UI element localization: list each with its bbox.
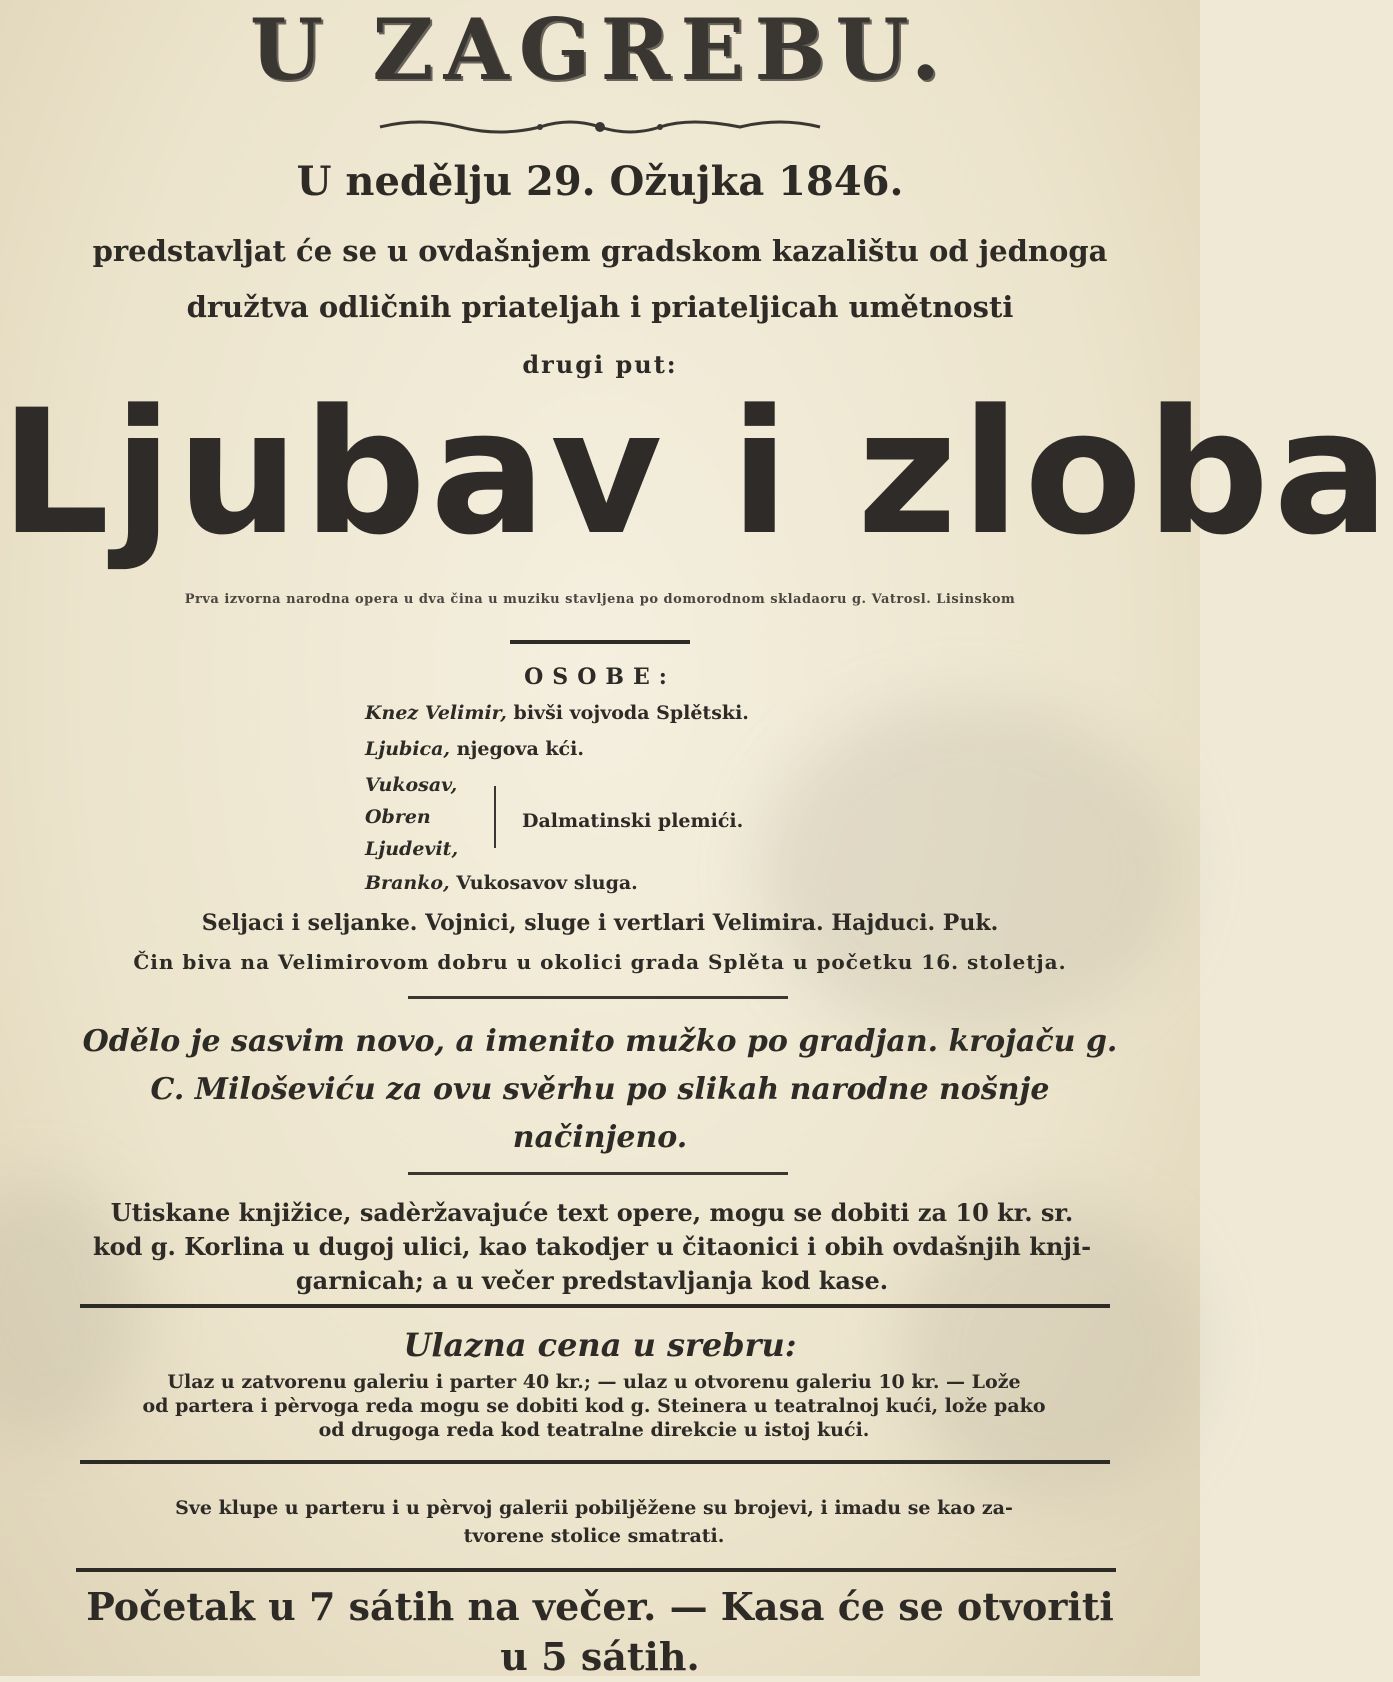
booklet-line-2: kod g. Korlina u dugoj ulici, kao takodjer u čitaonici i obih ovdašnjih knji- bbox=[92, 1232, 1092, 1261]
prices-line-1: Ulaz u zatvorenu galeriu i parter 40 kr.; — ulaz u otvorenu galeriu 10 kr. — Lože bbox=[167, 1371, 1021, 1393]
booklet-line-1: Utiskane knjižice, sadèržavajuće text opere, mogu se dobiti za 10 kr. sr. bbox=[110, 1198, 1074, 1227]
cast-role: Vukosavov sluga. bbox=[456, 872, 638, 894]
cast-role: bivši vojvoda Splětski. bbox=[513, 702, 749, 724]
paper-stain bbox=[760, 700, 1180, 1040]
cast-name: Obren bbox=[365, 806, 431, 828]
intro-line-2: družtva odličnih priateljah i priateljicah umětnosti bbox=[186, 290, 1014, 324]
divider bbox=[408, 996, 788, 999]
cast-name: Vukosav, bbox=[365, 774, 458, 796]
seating-note-line-1: Sve klupe u parteru i u pèrvoj galerii pobiljěžene su brojevi, i imadu se kao za- bbox=[175, 1497, 1013, 1519]
cast-name: Branko, bbox=[365, 872, 450, 894]
cast-row bbox=[365, 838, 458, 860]
divider bbox=[76, 1568, 1116, 1572]
booklet-line-3: garnicah; a u večer predstavljanja kod kase. bbox=[295, 1266, 889, 1295]
start-time-line-2: u 5 sátih. bbox=[500, 1634, 700, 1679]
cast-row bbox=[365, 774, 457, 796]
chorus-list: Seljaci i seljanke. Vojnici, sluge i vertlari Velimira. Hajduci. Puk. bbox=[201, 910, 999, 936]
cast-name: Ljubica, bbox=[365, 738, 451, 760]
cast-group-label: Dalmatinski plemići. bbox=[522, 810, 744, 832]
cast-name: Knez Velimir, bbox=[365, 702, 507, 724]
intro-line-1: predstavljat će se u ovdašnjem gradskom kazalištu od jednoga bbox=[92, 234, 1108, 268]
cast-row bbox=[365, 738, 584, 760]
prices-heading: Ulazna cena u srebru: bbox=[403, 1326, 797, 1364]
cast-role: njegova kći. bbox=[456, 738, 584, 760]
persons-heading: OSOBE: bbox=[524, 664, 676, 690]
cast-row bbox=[365, 872, 638, 894]
cast-name: Ljudevit, bbox=[365, 838, 459, 860]
divider bbox=[408, 1172, 788, 1175]
prices-line-3: od drugoga reda kod teatralne direkcie u istoj kući. bbox=[318, 1419, 870, 1441]
divider bbox=[80, 1304, 1110, 1308]
start-time-line-1: Početak u 7 sátih na večer. — Kasa će se otvoriti bbox=[86, 1584, 1114, 1629]
brace bbox=[494, 786, 506, 848]
seating-note-line-2: tvorene stolice smatrati. bbox=[463, 1525, 725, 1547]
ornament-divider bbox=[0, 112, 1200, 142]
second-performance-label: drugi put: bbox=[522, 350, 678, 379]
city-heading: U ZAGREBU. bbox=[249, 0, 951, 99]
divider bbox=[510, 640, 690, 644]
cast-row bbox=[365, 806, 431, 828]
cast-row bbox=[365, 702, 749, 724]
prices-line-2: od partera i pèrvoga reda mogu se dobiti kod g. Steinera u teatralnoj kući, lože pako bbox=[142, 1395, 1046, 1417]
opera-subtitle: Prva izvorna narodna opera u dva čina u muziku stavljena po domorodnom skladaoru g. Vatrosl. Lisinskom bbox=[184, 592, 1016, 607]
opera-title: Ljubav i zloba bbox=[0, 372, 1393, 573]
divider bbox=[80, 1460, 1110, 1464]
costume-note: Odělo je sasvim novo, a imenito mužko po gradjan. krojaču g. C. Miloševiću za ovu svěrhu po slikah narodne nošnje načinjeno. bbox=[82, 1024, 1118, 1155]
performance-date: U nedělju 29. Ožujka 1846. bbox=[296, 158, 904, 205]
scene-setting: Čin biva na Velimirovom dobru u okolici grada Splěta u početku 16. stoletja. bbox=[133, 950, 1067, 974]
